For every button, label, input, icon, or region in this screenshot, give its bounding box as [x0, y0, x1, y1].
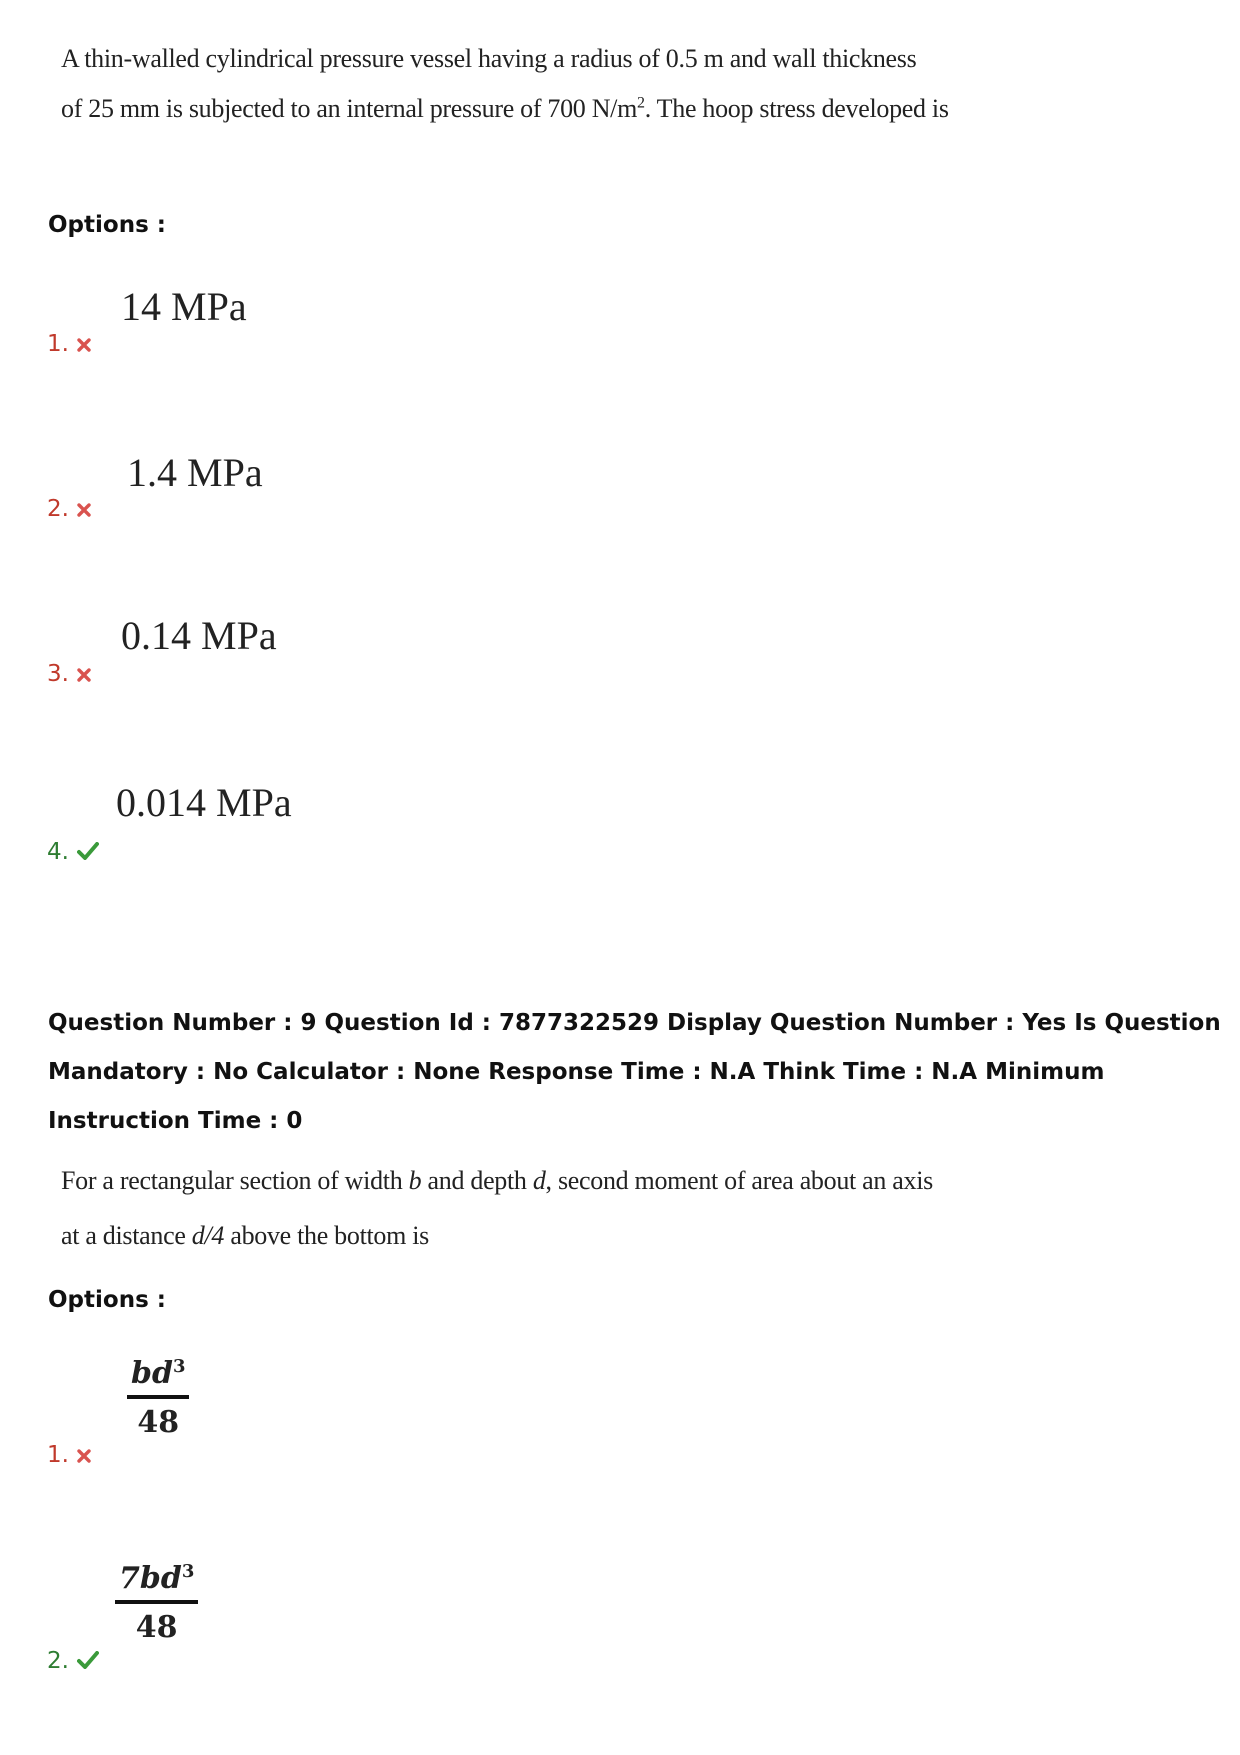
fraction-denominator: 48	[137, 1405, 180, 1440]
fraction-numerator: $bd^3$	[131, 1356, 186, 1391]
option-value: 14 MPa	[121, 284, 247, 329]
option-number: 1.	[47, 331, 91, 358]
fraction-denominator: 48	[135, 1610, 178, 1645]
option-number: 4.	[47, 839, 99, 866]
question-text-line-2: at a distance d/4 above the bottom is	[61, 1221, 429, 1250]
question-text-line-1: A thin-walled cylindrical pressure vessel having a radius of 0.5 m and wall thickness	[61, 44, 917, 73]
option-value: 1.4 MPa	[127, 450, 263, 495]
cross-icon	[77, 662, 91, 688]
option-fraction	[115, 1561, 198, 1645]
question-text-line-1: For a rectangular section of width b and depth d, second moment of area about an axis	[61, 1166, 933, 1195]
variable-d-over-4: d/4	[191, 1221, 225, 1250]
cross-icon	[77, 1443, 91, 1469]
check-icon	[77, 1649, 99, 1675]
option-number: 2.	[47, 1648, 99, 1675]
options-label: Options :	[48, 1287, 166, 1313]
cross-icon	[77, 497, 91, 523]
variable-b: b	[408, 1166, 422, 1195]
superscript: 2	[637, 94, 645, 112]
option-number: 1.	[47, 1442, 91, 1469]
check-icon	[77, 840, 99, 866]
fraction-numerator: $7bd^3$	[119, 1561, 195, 1596]
question-text-fragment: . The hoop stress developed is	[644, 94, 949, 123]
cross-icon	[77, 332, 91, 358]
option-value: 0.014 MPa	[116, 780, 292, 825]
question-text-line-2	[61, 94, 949, 124]
option-value: 0.14 MPa	[121, 613, 277, 658]
option-number: 3.	[47, 661, 91, 688]
question-metadata: Question Number : 9 Question Id : 7877322529 Display Question Number : Yes Is Question Mandatory : No Calculator : None Response Time : N.A Think Time : N.A Minimum Instruction Time : 0	[48, 1010, 1221, 1134]
question-text-fragment: of 25 mm is subjected to an internal pressure of 700 N/m	[61, 94, 638, 123]
variable-d: d	[532, 1166, 546, 1195]
options-label: Options :	[48, 212, 166, 238]
option-fraction	[127, 1356, 189, 1440]
option-number: 2.	[47, 496, 91, 523]
